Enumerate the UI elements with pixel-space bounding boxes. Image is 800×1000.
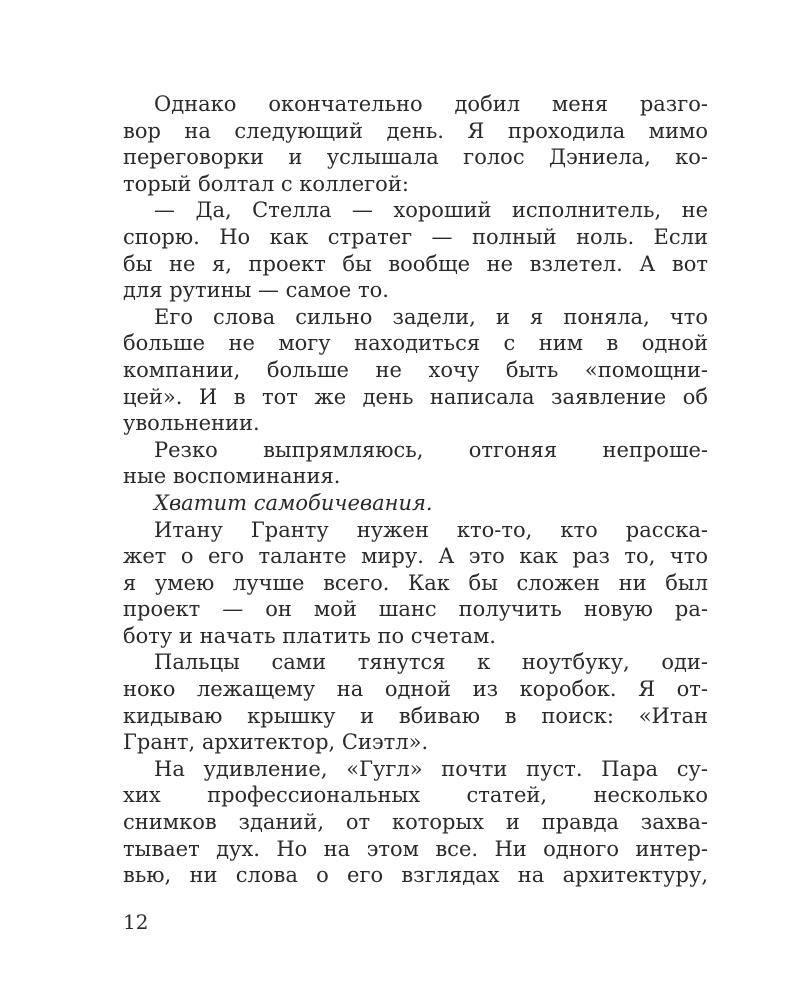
text-line: снимков зданий, от которых и правда захва-: [123, 810, 708, 835]
text-line: бы не я, проект бы вообще не взлетел. А вот: [123, 251, 708, 276]
text-line: я умею лучше всего. Как бы сложен ни был: [123, 570, 708, 595]
text-line: ноко лежащему на одной из коробок. Я от-: [123, 677, 708, 702]
text-line: Пальцы сами тянутся к ноутбуку, оди-: [154, 650, 708, 675]
text-line: Итану Гранту нужен кто-то, кто расска-: [154, 517, 708, 542]
page-number: 12: [123, 910, 149, 934]
text-line: тывает дух. Но на этом все. Ни одного интер-: [123, 836, 708, 861]
text-line: для рутины — самое то.: [123, 278, 389, 303]
text-line: вью, ни слова о его взглядах на архитектуру,: [123, 863, 708, 888]
text-line: вор на следующий день. Я проходила мимо: [123, 118, 708, 143]
text-line: ные воспоминания.: [123, 464, 341, 489]
text-line: Его слова сильно задели, и я поняла, что: [154, 304, 708, 329]
text-line: кидываю крышку и вбиваю в поиск: «Итан: [123, 703, 708, 728]
body-text: [123, 91, 708, 889]
text-line: На удивление, «Гугл» почти пуст. Пара су-: [154, 756, 708, 781]
text-line: увольнении.: [123, 411, 260, 436]
text-line: Грант, архитектор, Сиэтл».: [123, 730, 429, 755]
text-line: переговорки и услышала голос Дэниела, ко-: [123, 145, 708, 170]
text-line: жет о его таланте миру. А это как раз то, что: [123, 544, 708, 569]
text-line: цей». И в тот же день написала заявление об: [123, 384, 708, 409]
text-line: компании, больше не хочу быть «помощни-: [123, 357, 708, 382]
text-line: Однако окончательно добил меня разго-: [154, 92, 708, 116]
italic-text-line: Хватит самобичевания.: [154, 490, 433, 515]
text-line: Резко выпрямляюсь, отгоняя непроше-: [154, 437, 708, 462]
text-line: — Да, Стелла — хороший исполнитель, не: [154, 198, 708, 223]
text-line: проект — он мой шанс получить новую ра-: [123, 597, 708, 622]
text-line: боту и начать платить по счетам.: [123, 623, 496, 648]
text-line: торый болтал с коллегой:: [123, 171, 409, 196]
text-line: больше не могу находиться с ним в одной: [123, 331, 708, 356]
text-line: спорю. Но как стратег — полный ноль. Если: [123, 224, 708, 249]
text-line: хих профессиональных статей, несколько: [123, 783, 708, 808]
